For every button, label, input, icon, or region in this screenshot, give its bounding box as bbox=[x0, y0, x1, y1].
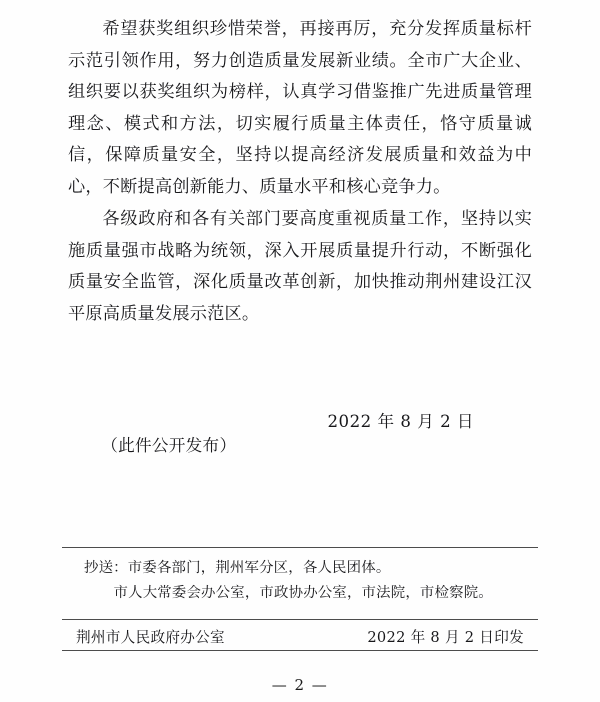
footer-issue-date: 2022 年 8 月 2 日印发 bbox=[367, 629, 524, 646]
divider-bottom bbox=[62, 650, 538, 651]
copy-to-line-1: 抄送：市委各部门，荆州军分区，各人民团体。 bbox=[84, 560, 391, 576]
footer-row bbox=[62, 626, 538, 647]
document-body bbox=[68, 14, 532, 331]
paragraph-1: 希望获奖组织珍惜荣誉，再接再厉，充分发挥质量标杆示范引领作用，努力创造质量发展新业绩。全市广大企业、组织要以获奖组织为榜样，认真学习借鉴推广先进质量管理理念、模式和方法，切实履行质量主体责任，恪守质量诚信，保障质量安全，坚持以提高经济发展质量和效益为中心，不断提高创新能力、质量水平和核心竞争力。 bbox=[68, 19, 532, 197]
copy-to-block bbox=[84, 556, 524, 605]
divider-middle bbox=[62, 619, 538, 620]
page-number: — 2 — bbox=[271, 676, 329, 694]
paragraph-2: 各级政府和各有关部门要高度重视质量工作，坚持以实施质量强市战略为统领，深入开展质量提升行动，不断强化质量安全监管，深化质量改革创新，加快推动荆州建设江汉平原高质量发展示范区。 bbox=[68, 209, 532, 324]
footer-issuer: 荆州市人民政府办公室 bbox=[76, 629, 225, 646]
divider-top bbox=[62, 547, 538, 548]
signature-date: 2022 年 8 月 2 日 bbox=[327, 412, 474, 431]
public-release-note: （此件公开发布） bbox=[101, 436, 237, 455]
copy-to-line-2: 市人大常委会办公室，市政协办公室，市法院，市检察院。 bbox=[113, 584, 493, 601]
